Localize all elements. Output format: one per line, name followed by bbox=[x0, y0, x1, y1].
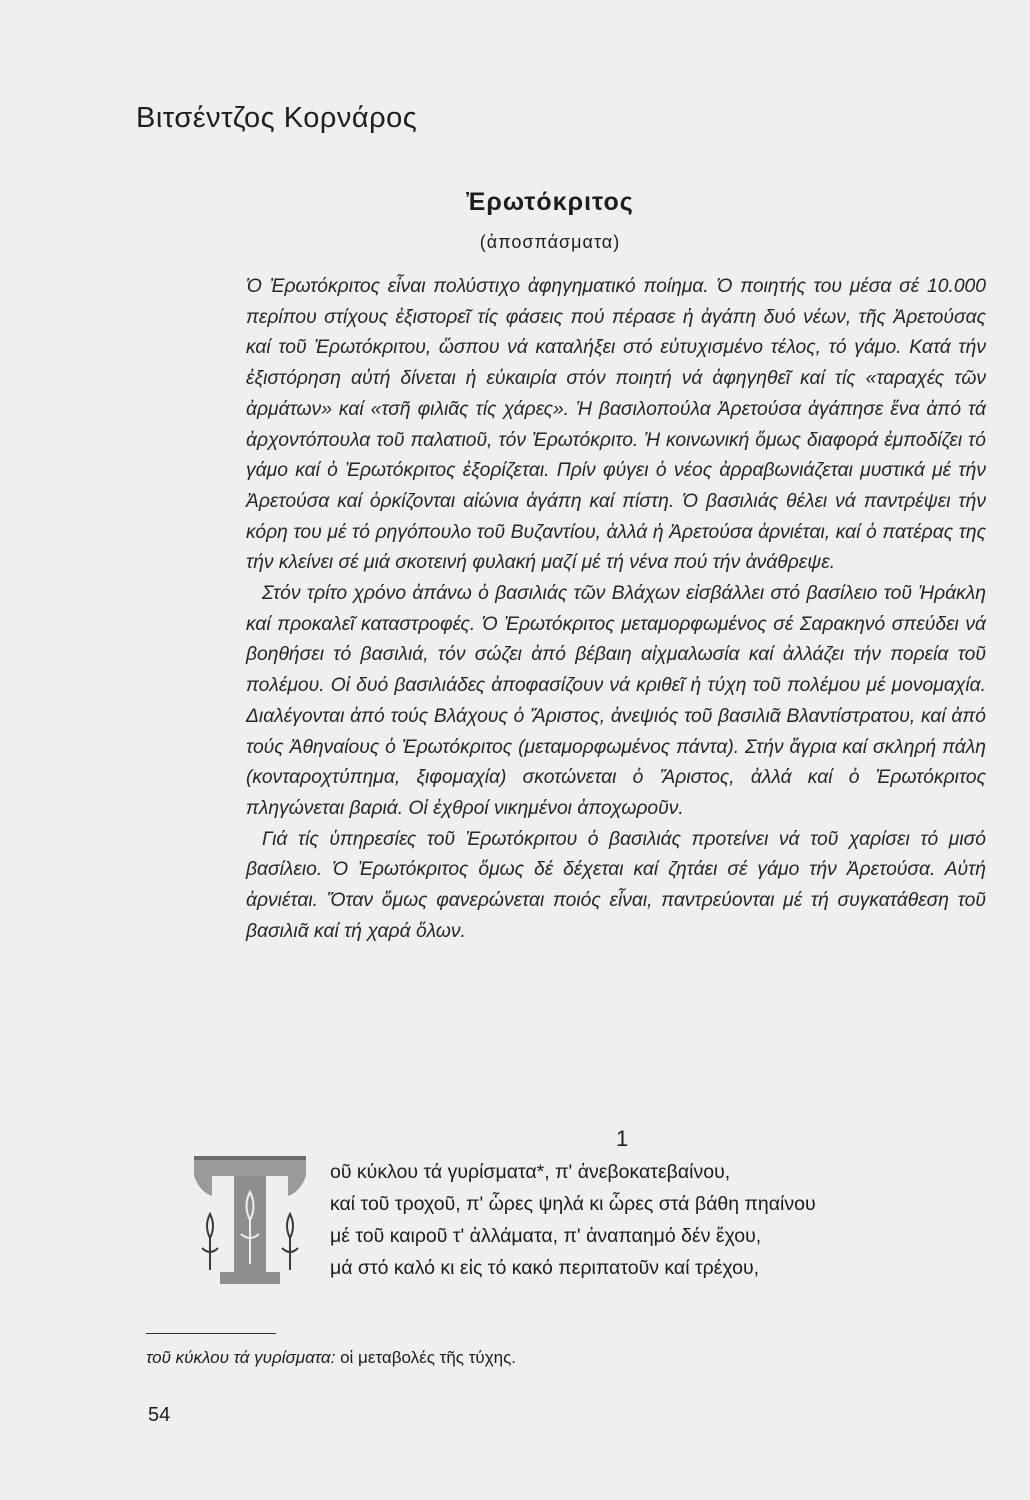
work-subtitle: (ἀποσπάσματα) bbox=[479, 232, 621, 252]
intro-paragraph: Στόν τρίτο χρόνο ἀπάνω ὁ βασιλιάς τῶν Βλάχων εἰσβάλλει στό βασίλειο τοῦ Ἠράκλη καί προκαλεῖ καταστροφές. Ὁ Ἐρωτόκριτος μεταμορφωμένος σέ Σαρακηνό σπεύδει νά βοηθήσει τό βασιλιά, τόν σώζει ἀπό βέβαιη αἰχμαλωσία καί ἀλλάζει τήν πορεία τοῦ πολέμου. Οἱ δυό βασιλιάδες ἀποφασίζουν νά κριθεῖ ἡ τύχη τοῦ πολέμου μέ μονομαχία. Διαλέγονται ἀπό τούς Βλάχους ὁ Ἄριστος, ἀνεψιός τοῦ βασιλιᾶ Βλαντίστρατου, καί ἀπό τούς Ἀθηναίους ὁ Ἐρωτόκριτος (μεταμορφωμένος πάντα). Στήν ἄγρια καί σκληρή πάλη (κονταροχτύπημα, ξιφομαχία) σκοτώνεται ὁ Ἄριστος, ἀλλά καί ὁ Ἐρωτόκριτος πληγώνεται βαριά. Οἱ ἐχθροί νικημένοι ἀποχωροῦν. bbox=[246, 583, 986, 819]
poem-line: μά στό καλό κι εἰς τό κακό περιπατοῦν καί τρέχου, bbox=[330, 1257, 760, 1279]
poem-line: μέ τοῦ καιροῦ τ' ἀλλάματα, π' ἀναπαημό δέν ἔχου, bbox=[330, 1225, 762, 1247]
footnote-divider bbox=[146, 1333, 276, 1334]
poem-line: καί τοῦ τροχοῦ, π' ὧρες ψηλά κι ὧρες στά βάθη πηαίνου bbox=[330, 1193, 816, 1215]
poem-lines bbox=[330, 1156, 1010, 1284]
drop-cap-initial bbox=[190, 1152, 310, 1288]
poem-section-number: 1 bbox=[616, 1126, 629, 1151]
work-title: Ἐρωτόκριτος bbox=[466, 188, 634, 216]
author-name: Βιτσέντζος Κορνάρος bbox=[136, 102, 418, 134]
intro-text bbox=[246, 272, 986, 947]
footnote bbox=[146, 1348, 516, 1368]
intro-paragraph: Ὁ Ἐρωτόκριτος εἶναι πολύστιχο ἀφηγηματικό ποίημα. Ὁ ποιητής του μέσα σέ 10.000 περίπου στίχους ἐξιστορεῖ τίς φάσεις πού πέρασε ἡ ἀγάπη δυό νέων, τῆς Ἀρετούσας καί τοῦ Ἐρωτόκριτου, ὥσπου νά καταλήξει στό εὐτυχισμένο τέλος, τό γάμο. Κατά τήν ἐξιστόρηση αὐτή δίνεται ἡ εὐκαιρία στόν ποιητή νά ἀφηγηθεῖ καί τίς «ταραχές τῶν ἀρμάτων» καί «τσῆ φιλιᾶς τίς χάρες». Ἡ βασιλοπούλα Ἀρετούσα ἀγάπησε ἕνα ἀπό τά ἀρχοντόπουλα τοῦ παλατιοῦ, τόν Ἐρωτόκριτο. Ἡ κοινωνική ὅμως διαφορά ἐμποδίζει τό γάμο καί ὁ Ἐρωτόκριτος ἐξορίζεται. Πρίν φύγει ὁ νέος ἀρραβωνιάζεται μυστικά μέ τήν Ἀρετούσα καί ὁρκίζονται αἰώνια ἀγάπη καί πίστη. Ὁ βασιλιάς θέλει νά παντρέψει τήν κόρη του μέ τό ρηγόπουλο τοῦ Βυζαντίου, ἀλλά ἡ Ἀρετούσα ἀρνιέται, καί ὁ πατέρας της τήν κλείνει σέ μιά σκοτεινή φυλακή μαζί μέ τή νένα πού τήν ἀνάθρεψε. bbox=[246, 276, 986, 574]
footnote-term: τοῦ κύκλου τά γυρίσματα: bbox=[146, 1348, 336, 1367]
poem-line: οῦ κύκλου τά γυρίσματα*, π' ἀνεβοκατεβαίνου, bbox=[330, 1161, 731, 1183]
intro-paragraph: Γιά τίς ὑπηρεσίες τοῦ Ἐρωτόκριτου ὁ βασιλιάς προτείνει νά τοῦ χαρίσει τό μισό βασίλειο. Ὁ Ἐρωτόκριτος ὅμως δέ δέχεται καί ζητάει σέ γάμο τήν Ἀρετούσα. Αὐτή ἀρνιέται. Ὅταν ὅμως φανερώνεται ποιός εἶναι, παντρεύονται μέ τή συγκατάθεση τοῦ βασιλιᾶ καί τή χαρά ὅλων. bbox=[246, 828, 986, 942]
footnote-definition: οἱ μεταβολές τῆς τύχης. bbox=[340, 1348, 517, 1367]
page-number: 54 bbox=[148, 1404, 171, 1426]
